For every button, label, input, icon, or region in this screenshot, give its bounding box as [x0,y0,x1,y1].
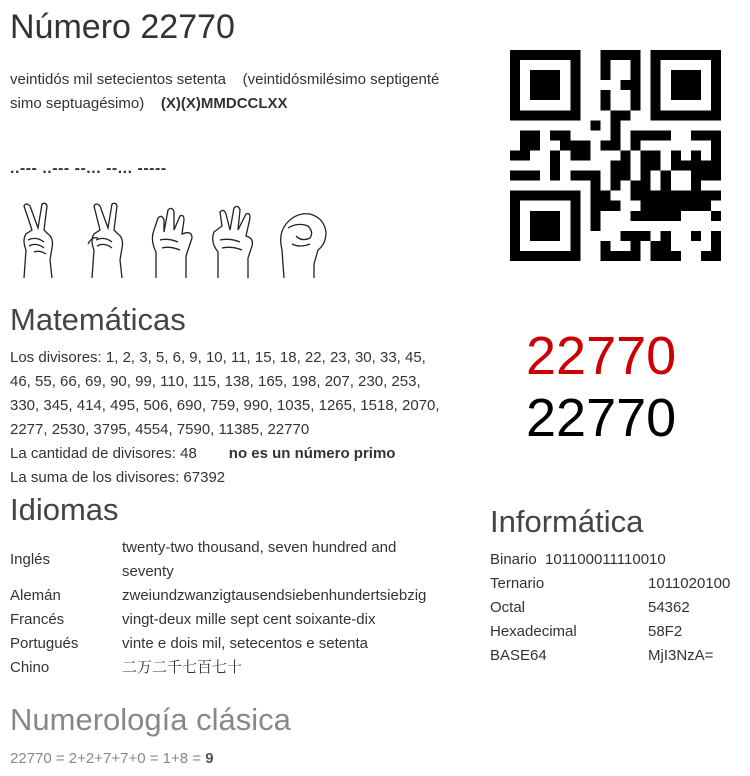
language-text: 二万二千七百七十 [122,659,243,676]
base-label: BASE64 [490,647,547,664]
table-row [10,608,480,632]
language-text: vingt-deux mille sept cent soixante-dix [122,611,376,628]
prime-status: no es un número primo [228,445,396,462]
language-name: Portugués [10,635,79,652]
language-text [122,536,480,584]
base-value: 1011020100 [648,575,731,592]
number-words [10,68,480,116]
divisors-line-4: 2277, 2530, 3795, 4554, 7590, 11385, 22770 [10,421,310,438]
informatics-table [490,548,748,668]
base-label: Ternario [490,575,545,592]
table-row [490,620,748,644]
roman-numeral: (X)(X)MMDCCLXX [160,95,288,112]
language-name: Alemán [10,587,61,604]
page-title: Número 22770 [10,8,235,46]
divisor-sum: La suma de los divisores: 67392 [10,469,226,486]
words-text: veintidós mil setecientos setenta [10,71,226,88]
numerology-formula-line [10,747,214,771]
numerology-result: 9 [205,750,214,767]
hand-seven-icon [208,200,260,280]
numerology-heading: Numerología clásica [10,702,291,737]
table-row [10,536,480,584]
language-text-line: seventy [122,563,174,580]
language-text: vinte e dois mil, setecentos e setenta [122,635,368,652]
language-name: Inglés [10,551,51,568]
informatics-heading: Informática [490,504,644,539]
table-row [490,644,748,668]
table-row [10,584,480,608]
numerology-formula: 22770 = 2+2+7+7+0 = 1+8 = [10,750,202,767]
divisor-count: La cantidad de divisores: 48 [10,445,197,462]
math-heading: Matemáticas [10,302,186,337]
big-number-red: 22770 [526,326,677,386]
divisors-line-2: 46, 55, 66, 69, 90, 99, 110, 115, 138, 165, 198, 207, 230, 253, [10,373,421,390]
qr-code-icon [510,50,721,261]
divisors-line-3: 330, 345, 414, 495, 506, 690, 759, 990, 1035, 1265, 1518, 2070, [10,397,440,414]
divisors-values: 1, 2, 3, 5, 6, 9, 10, 11, 15, 18, 22, 23, 30, 33, 45, [105,349,426,366]
hand-seven-icon [146,200,198,280]
ordinal-text: (veintidósmilésimo septigenté [242,71,440,88]
language-name: Chino [10,659,50,676]
base-value: 101100011110010 [545,551,666,568]
base-value: 58F2 [648,623,683,640]
hand-zero-icon [274,204,330,280]
base-value: MjI3NzA= [648,647,714,664]
base-label: Hexadecimal [490,623,577,640]
math-section [10,346,480,490]
morse-code: ..--- ..--- --... --... ----- [10,160,167,177]
hand-two-icon [82,200,134,280]
language-name: Francés [10,611,65,628]
hand-two-icon [14,200,66,280]
divisor-count-line [10,442,480,466]
table-row [490,596,748,620]
base-label: Binario [490,551,537,568]
table-row [10,632,480,656]
divisors-label: Los divisores: [10,349,102,366]
table-row [490,572,748,596]
table-row [490,548,748,572]
base-label: Octal [490,599,526,616]
ordinal-text-2: simo septuagésimo) [10,95,145,112]
languages-heading: Idiomas [10,492,119,527]
divisors-line-1 [10,346,480,370]
language-text-line: twenty-two thousand, seven hundred and [122,539,397,556]
base-value: 54362 [648,599,690,616]
table-row [10,656,480,680]
languages-table [10,536,480,680]
language-text: zweiundzwanzigtausendsiebenhundertsiebzig [122,587,427,604]
big-number-black: 22770 [526,388,677,448]
